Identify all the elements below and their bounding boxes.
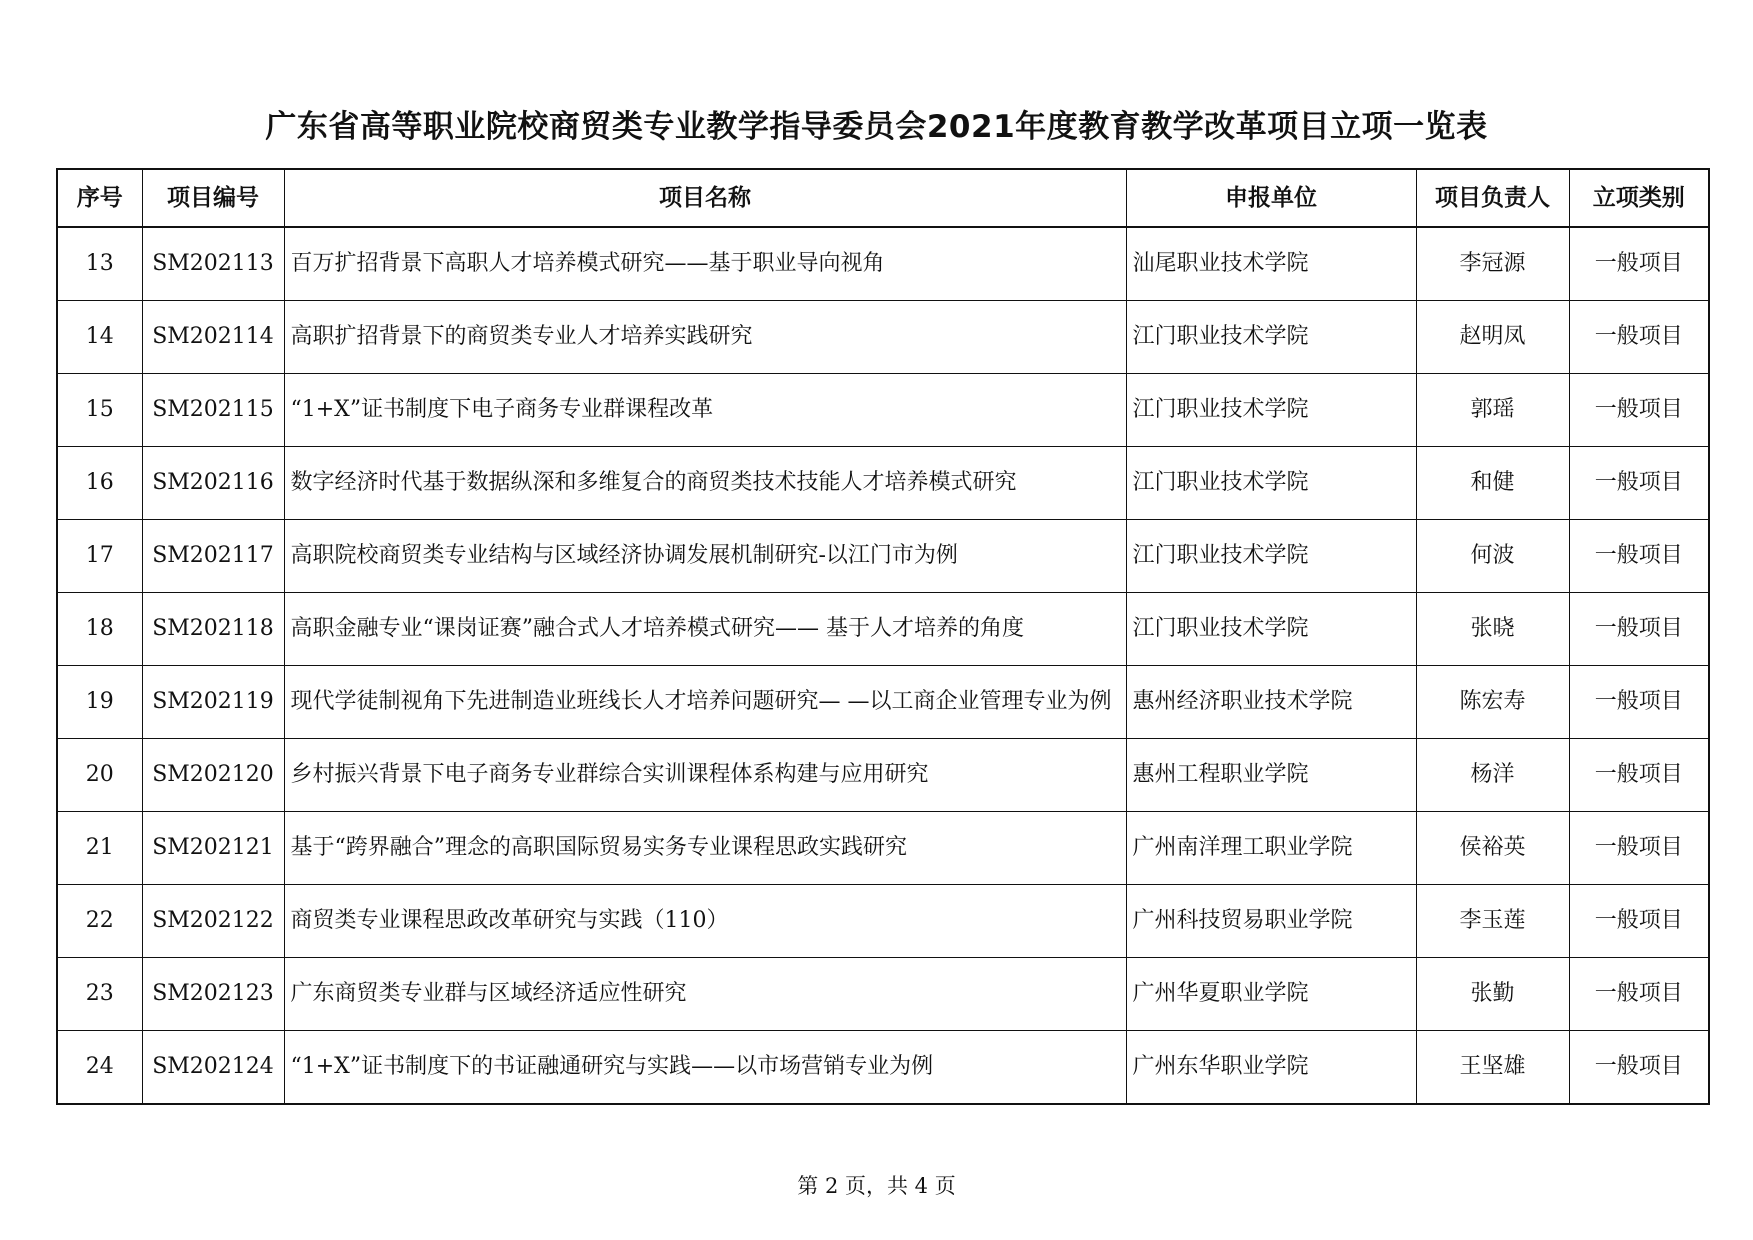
header-no: 序号 xyxy=(57,169,142,227)
cell-project-name: 广东商贸类专业群与区域经济适应性研究 xyxy=(284,958,1126,1031)
cell-project-name: 现代学徒制视角下先进制造业班线长人才培养问题研究— —以工商企业管理专业为例 xyxy=(284,666,1126,739)
table-row xyxy=(57,520,1709,593)
cell-code: SM202114 xyxy=(142,301,284,374)
cell-code: SM202121 xyxy=(142,812,284,885)
cell-unit: 广州华夏职业学院 xyxy=(1126,958,1416,1031)
table-row xyxy=(57,447,1709,520)
header-name: 项目名称 xyxy=(284,169,1126,227)
cell-unit: 广州东华职业学院 xyxy=(1126,1031,1416,1105)
header-category: 立项类别 xyxy=(1569,169,1709,227)
cell-category: 一般项目 xyxy=(1569,812,1709,885)
header-leader: 项目负责人 xyxy=(1416,169,1569,227)
cell-no: 16 xyxy=(57,447,142,520)
cell-leader: 何波 xyxy=(1416,520,1569,593)
cell-code: SM202123 xyxy=(142,958,284,1031)
cell-unit: 江门职业技术学院 xyxy=(1126,447,1416,520)
header-unit: 申报单位 xyxy=(1126,169,1416,227)
cell-unit: 惠州经济职业技术学院 xyxy=(1126,666,1416,739)
table-body xyxy=(57,227,1709,1104)
cell-no: 24 xyxy=(57,1031,142,1105)
cell-no: 18 xyxy=(57,593,142,666)
cell-no: 15 xyxy=(57,374,142,447)
cell-leader: 王坚雄 xyxy=(1416,1031,1569,1105)
table-row xyxy=(57,227,1709,301)
cell-unit: 江门职业技术学院 xyxy=(1126,301,1416,374)
cell-category: 一般项目 xyxy=(1569,1031,1709,1105)
cell-code: SM202122 xyxy=(142,885,284,958)
table-row xyxy=(57,739,1709,812)
cell-code: SM202124 xyxy=(142,1031,284,1105)
cell-category: 一般项目 xyxy=(1569,227,1709,301)
cell-unit: 广州科技贸易职业学院 xyxy=(1126,885,1416,958)
table-header-row xyxy=(57,169,1709,227)
cell-category: 一般项目 xyxy=(1569,739,1709,812)
cell-no: 20 xyxy=(57,739,142,812)
cell-project-name: 高职院校商贸类专业结构与区域经济协调发展机制研究-以江门市为例 xyxy=(284,520,1126,593)
cell-no: 19 xyxy=(57,666,142,739)
cell-project-name: 乡村振兴背景下电子商务专业群综合实训课程体系构建与应用研究 xyxy=(284,739,1126,812)
cell-code: SM202116 xyxy=(142,447,284,520)
cell-category: 一般项目 xyxy=(1569,447,1709,520)
table-row xyxy=(57,374,1709,447)
cell-no: 23 xyxy=(57,958,142,1031)
cell-category: 一般项目 xyxy=(1569,520,1709,593)
cell-project-name: 百万扩招背景下高职人才培养模式研究——基于职业导向视角 xyxy=(284,227,1126,301)
table-row xyxy=(57,958,1709,1031)
cell-leader: 赵明凤 xyxy=(1416,301,1569,374)
cell-no: 22 xyxy=(57,885,142,958)
cell-no: 13 xyxy=(57,227,142,301)
cell-unit: 江门职业技术学院 xyxy=(1126,520,1416,593)
cell-unit: 江门职业技术学院 xyxy=(1126,374,1416,447)
table-row xyxy=(57,812,1709,885)
cell-project-name: 基于“跨界融合”理念的高职国际贸易实务专业课程思政实践研究 xyxy=(284,812,1126,885)
table-row xyxy=(57,666,1709,739)
cell-unit: 惠州工程职业学院 xyxy=(1126,739,1416,812)
cell-project-name: “1+X”证书制度下的书证融通研究与实践——以市场营销专业为例 xyxy=(284,1031,1126,1105)
cell-leader: 杨洋 xyxy=(1416,739,1569,812)
cell-leader: 张晓 xyxy=(1416,593,1569,666)
cell-code: SM202115 xyxy=(142,374,284,447)
cell-category: 一般项目 xyxy=(1569,885,1709,958)
cell-code: SM202120 xyxy=(142,739,284,812)
cell-category: 一般项目 xyxy=(1569,301,1709,374)
cell-leader: 陈宏寿 xyxy=(1416,666,1569,739)
cell-leader: 和健 xyxy=(1416,447,1569,520)
cell-leader: 张勤 xyxy=(1416,958,1569,1031)
cell-project-name: 高职扩招背景下的商贸类专业人才培养实践研究 xyxy=(284,301,1126,374)
cell-project-name: 商贸类专业课程思政改革研究与实践（110） xyxy=(284,885,1126,958)
cell-category: 一般项目 xyxy=(1569,374,1709,447)
cell-leader: 侯裕英 xyxy=(1416,812,1569,885)
cell-code: SM202118 xyxy=(142,593,284,666)
cell-category: 一般项目 xyxy=(1569,593,1709,666)
page-footer: 第 2 页，共 4 页 xyxy=(797,1174,956,1198)
cell-leader: 李冠源 xyxy=(1416,227,1569,301)
project-table xyxy=(56,168,1710,1105)
cell-code: SM202119 xyxy=(142,666,284,739)
cell-project-name: “1+X”证书制度下电子商务专业群课程改革 xyxy=(284,374,1126,447)
cell-code: SM202113 xyxy=(142,227,284,301)
cell-unit: 广州南洋理工职业学院 xyxy=(1126,812,1416,885)
cell-code: SM202117 xyxy=(142,520,284,593)
table-row xyxy=(57,593,1709,666)
table-row xyxy=(57,1031,1709,1105)
cell-no: 14 xyxy=(57,301,142,374)
cell-unit: 江门职业技术学院 xyxy=(1126,593,1416,666)
cell-unit: 汕尾职业技术学院 xyxy=(1126,227,1416,301)
cell-leader: 郭瑶 xyxy=(1416,374,1569,447)
table-row xyxy=(57,885,1709,958)
table-row xyxy=(57,301,1709,374)
header-code: 项目编号 xyxy=(142,169,284,227)
cell-leader: 李玉莲 xyxy=(1416,885,1569,958)
cell-category: 一般项目 xyxy=(1569,666,1709,739)
page-title: 广东省高等职业院校商贸类专业教学指导委员会2021年度教育教学改革项目立项一览表 xyxy=(265,109,1488,145)
cell-no: 17 xyxy=(57,520,142,593)
cell-project-name: 数字经济时代基于数据纵深和多维复合的商贸类技术技能人才培养模式研究 xyxy=(284,447,1126,520)
cell-no: 21 xyxy=(57,812,142,885)
cell-category: 一般项目 xyxy=(1569,958,1709,1031)
cell-project-name: 高职金融专业“课岗证赛”融合式人才培养模式研究—— 基于人才培养的角度 xyxy=(284,593,1126,666)
